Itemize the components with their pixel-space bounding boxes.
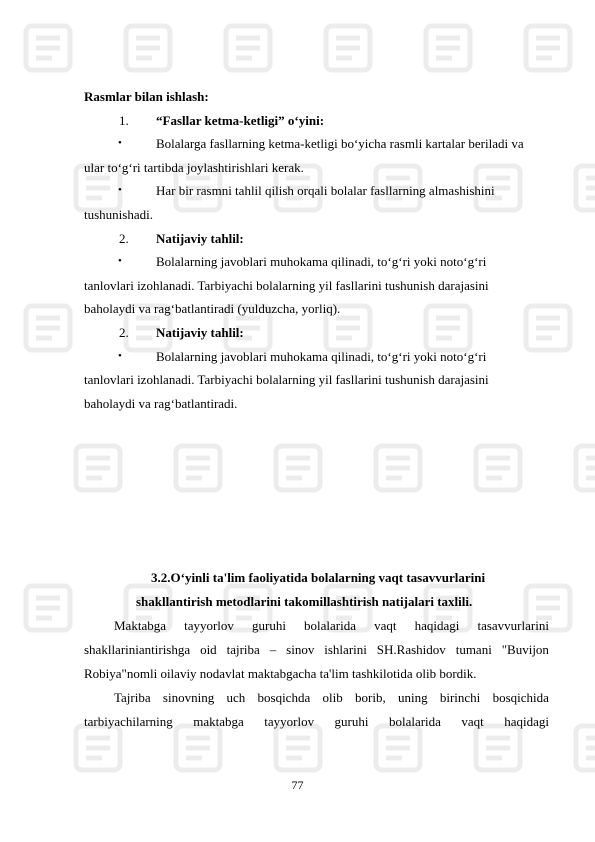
docx-logo-watermark <box>568 438 595 498</box>
bullet-continuation: baholaydi va rag‘batlantiradi. <box>84 395 238 411</box>
docx-logo-watermark <box>18 298 78 358</box>
word: sinovning <box>162 690 215 705</box>
heading-line-2: shakllantirish metodlarini takomillashtirish natijalari taxlili. <box>136 594 473 609</box>
bullet-text: Bolalarga fasllarning ketma-ketligi bo‘yicha rasmli kartalar beriladi va <box>156 136 524 152</box>
docx-logo-watermark <box>568 158 595 218</box>
bullet-icon: • <box>118 137 122 150</box>
word: vaqt <box>461 714 484 729</box>
word: haqidagi <box>504 714 549 729</box>
numbered-item-2 <box>84 227 549 251</box>
bullet-text: Bolalarning javoblari muhokama qilinadi, to‘g‘ri yoki noto‘g‘ri <box>156 348 487 364</box>
paragraph-1-line-2 <box>84 638 549 662</box>
bullet-item-2 <box>84 179 549 203</box>
heading-line-1: 3.2.O‘yinli ta'lim faoliyatida bolalarning vaqt tasavvurlarini <box>151 570 486 585</box>
word: ishlarini <box>324 642 367 657</box>
bullet-continuation: baholaydi va rag‘batlantiradi (yulduzcha, yorliq). <box>84 301 341 317</box>
word: tasavvurlarini <box>477 618 549 633</box>
page-number: 77 <box>291 778 304 792</box>
bullet-item-1 <box>84 132 549 156</box>
bullet-icon: • <box>118 184 122 197</box>
docx-logo-watermark <box>368 438 428 498</box>
item-number: 2. <box>119 230 129 246</box>
word: borib, <box>355 690 386 705</box>
docx-logo-watermark <box>468 438 528 498</box>
paragraph-2-line-2 <box>84 710 549 734</box>
paragraph-1-line-1 <box>84 614 549 638</box>
word: bolalarida <box>304 618 357 633</box>
word: maktabga <box>193 714 244 729</box>
word: SH.Rashidov <box>376 642 446 657</box>
item-label: Natijaviy tahlil: <box>156 230 244 246</box>
numbered-item-1 <box>84 109 549 133</box>
docx-logo-watermark <box>318 18 378 78</box>
word: shakllariniantirishga <box>84 642 191 657</box>
word: guruhi <box>252 618 286 633</box>
docx-logo-watermark <box>518 18 578 78</box>
word: guruhi <box>334 714 369 729</box>
word: oid <box>200 642 217 657</box>
word: uning <box>397 690 428 705</box>
bullet-text: Har bir rasmni tahlil qilish orqali bolalar fasllarning almashishini <box>156 183 495 199</box>
upper-content <box>84 85 549 415</box>
section-title: Rasmlar bilan ishlash: <box>84 89 209 104</box>
bullet-continuation: tushunishadi. <box>84 206 153 222</box>
word: tayyorlov <box>264 714 315 729</box>
bullet-text: Bolalarning javoblari muhokama qilinadi, to‘g‘ri yoki noto‘g‘ri <box>156 254 487 270</box>
item-label: “Fasllar ketma-ketligi” o‘yini: <box>156 112 325 128</box>
word: olib <box>322 690 343 705</box>
numbered-item-3 <box>84 321 549 345</box>
word: tayyorlov <box>184 618 234 633</box>
bullet-icon: • <box>118 255 122 268</box>
docx-logo-watermark <box>268 438 328 498</box>
word: – <box>269 642 277 657</box>
bullet-continuation: tanlovlari izohlanadi. Tarbiyachi bolalarning yil fasllarini tushunish darajasini <box>84 277 489 293</box>
bullet-icon: • <box>118 349 122 362</box>
word: tumani <box>455 642 492 657</box>
item-number: 1. <box>119 112 129 128</box>
word: birinchi <box>439 690 481 705</box>
word: tarbiyachilarning <box>84 714 173 729</box>
bullet-continuation: ular to‘g‘ri tartibda joylashtirishlari kerak. <box>84 159 304 175</box>
word: Tajriba <box>114 690 151 705</box>
docx-logo-watermark <box>118 18 178 78</box>
paragraph-1-line-3: Robiya"nomli oilaviy nodavlat maktabgacha ta'lim tashkilotida olib bordik. <box>84 666 477 681</box>
word: haqidagi <box>414 618 460 633</box>
bullet-item-3 <box>84 250 549 274</box>
word: bosqichida <box>492 690 549 705</box>
word: bolalarida <box>388 714 441 729</box>
item-label: Natijaviy tahlil: <box>156 324 244 340</box>
bullet-continuation: tanlovlari izohlanadi. Tarbiyachi bolalarning yil fasllarini tushunish darajasini <box>84 372 489 388</box>
docx-logo-watermark <box>18 578 78 638</box>
body-text <box>84 614 549 734</box>
word: sinov <box>286 642 315 657</box>
docx-logo-watermark <box>218 18 278 78</box>
word: uch <box>226 690 246 705</box>
docx-logo-watermark <box>68 438 128 498</box>
paragraph-2-line-1 <box>84 686 549 710</box>
word: "Buvijon <box>501 642 549 657</box>
section-heading <box>84 566 549 614</box>
word: vaqt <box>374 618 397 633</box>
docx-logo-watermark <box>418 18 478 78</box>
word: Maktabga <box>114 618 166 633</box>
item-number: 2. <box>119 324 129 340</box>
docx-logo-watermark <box>568 718 595 778</box>
word: bosqichda <box>257 690 311 705</box>
docx-logo-watermark <box>168 438 228 498</box>
docx-logo-watermark <box>18 18 78 78</box>
word: tajriba <box>226 642 260 657</box>
bullet-item-4 <box>84 345 549 369</box>
